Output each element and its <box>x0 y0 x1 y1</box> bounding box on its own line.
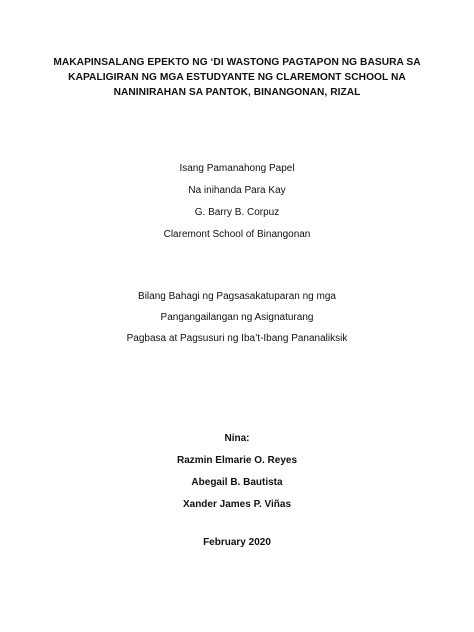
paper-type: Isang Pamanahong Papel <box>179 163 295 174</box>
title-line-1: MAKAPINSALANG EPEKTO NG ‘DI WASTONG PAGTAPON NG BASURA SA <box>53 57 421 68</box>
author-name: Razmin Elmarie O. Reyes <box>176 455 298 466</box>
date-block <box>0 532 474 554</box>
authors-heading: Nina: <box>224 433 250 444</box>
purpose-line-3: Pagbasa at Pagsusuri ng Iba’t-Ibang Pananaliksik <box>126 333 348 344</box>
author-name: Abegail B. Bautista <box>191 477 283 488</box>
school-name: Claremont School of Binangonan <box>163 229 311 240</box>
document-title <box>40 55 434 100</box>
authors-block <box>0 428 474 516</box>
prepared-for-label: Na inihanda Para Kay <box>188 185 286 196</box>
submission-date: February 2020 <box>203 537 271 548</box>
submission-info <box>0 158 474 246</box>
adviser-name: G. Barry B. Corpuz <box>194 207 280 218</box>
title-line-3: NANINIRAHAN SA PANTOK, BINANGONAN, RIZAL <box>113 87 361 98</box>
purpose-statement <box>0 286 474 349</box>
purpose-line-2: Pangangailangan ng Asignaturang <box>160 312 314 323</box>
author-name: Xander James P. Viñas <box>182 499 292 510</box>
title-line-2: KAPALIGIRAN NG MGA ESTUDYANTE NG CLAREMONT SCHOOL NA <box>68 72 406 83</box>
purpose-line-1: Bilang Bahagi ng Pagsasakatuparan ng mga <box>138 291 336 302</box>
